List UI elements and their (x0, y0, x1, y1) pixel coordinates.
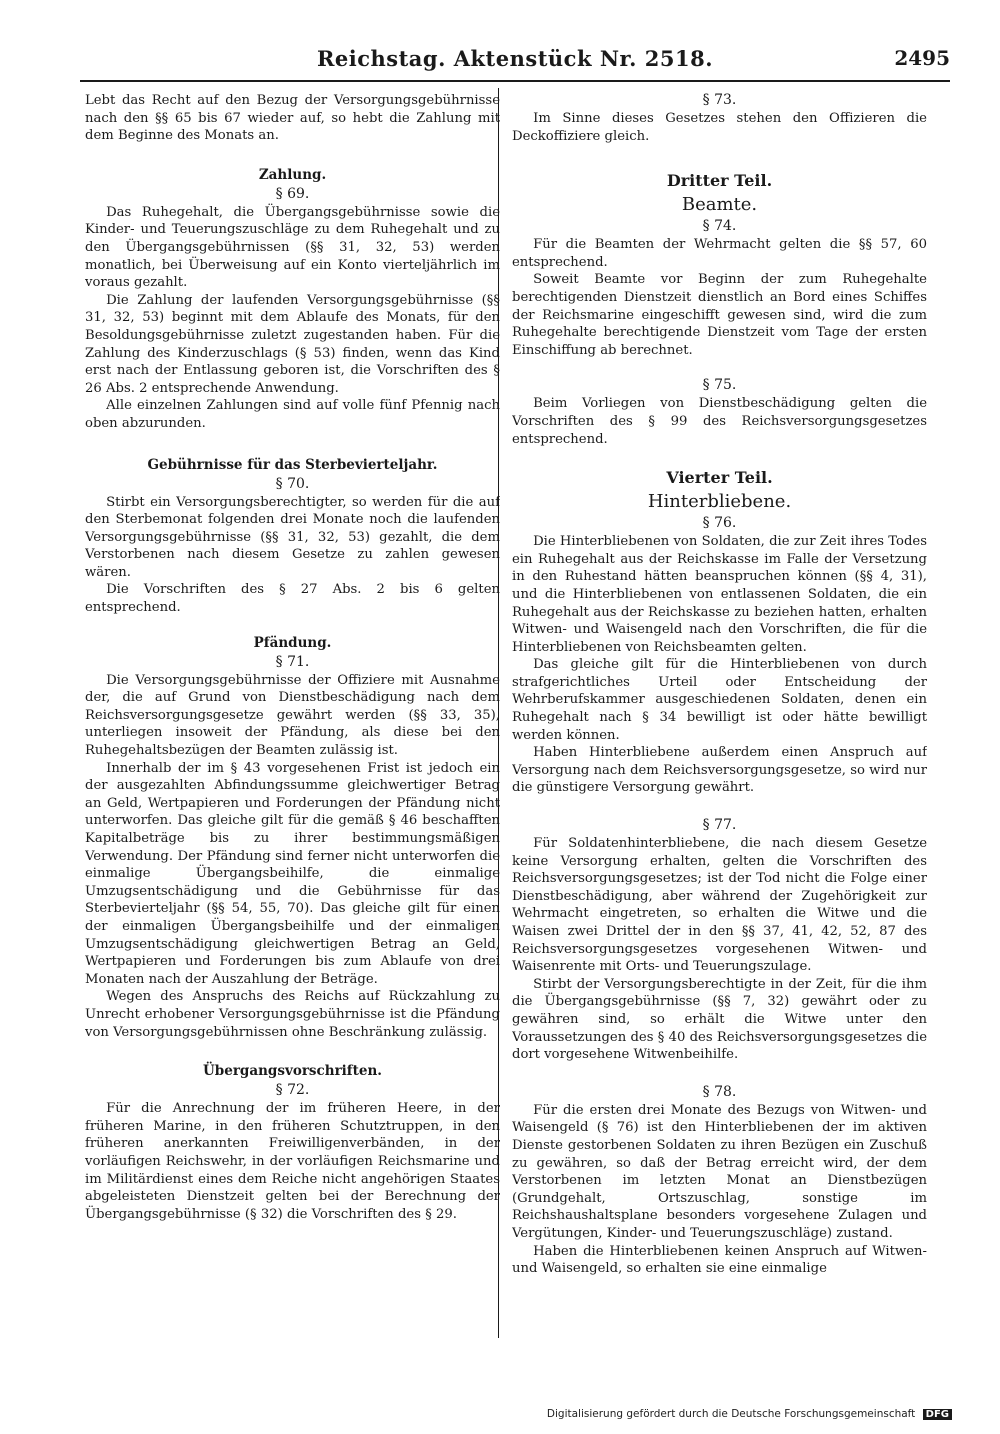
part-subheading-hinterbliebene: Hinterbliebene. (647, 491, 792, 513)
paragraph-75-1: Beim Vorliegen von Dienstbeschädigung gelten die Vorschriften des § 99 des Reichsversorgungsgesetzes entsprechend. (512, 396, 927, 447)
paragraph-number-70: § 70. (275, 475, 310, 492)
dfg-logo: DFG (923, 1409, 952, 1420)
section-heading-zahlung: Zahlung. (258, 166, 327, 183)
paragraph-number-73: § 73. (702, 92, 737, 108)
paragraph-69-3: Alle einzelnen Zahlungen sind auf volle fünf Pfennig nach oben abzurunden. (85, 398, 500, 431)
paragraph-number-72: § 72. (275, 1082, 310, 1099)
footer-text: Digitalisierung gefördert durch die Deutsche Forschungsgemeinschaft (546, 1408, 916, 1420)
paragraph-71-3: Wegen des Anspruchs des Reichs auf Rückzahlung zu Unrecht erhobener Versorgungsgebührnisse ist die Pfändung von Versorgungsgebührnissen ohne Beschränkung zulässig. (85, 989, 500, 1040)
paragraph-number-75: § 75. (702, 377, 737, 394)
part-subheading-beamte: Beamte. (681, 194, 758, 216)
intro-paragraph: Lebt das Recht auf den Bezug der Versorgungsgebührnisse nach den §§ 65 bis 67 wieder auf, so hebt die Zahlung mit dem Beginne des Monats an. (85, 93, 500, 144)
paragraph-76-1: Die Hinterbliebenen von Soldaten, die zur Zeit ihres Todes ein Ruhegehalt aus der Reichskasse im Falle der Versetzung in den Ruhestand hätten beanspruchen können (§§ 4, 31), und die Hinterbliebenen von entlassenen Soldaten, die ein Ruhegehalt aus der Reichskasse zu beziehen hatten, erhalten Witwen- und Waisengeld nach den Vorschriften, die für die Hinterbliebenen von Reichsbeamten gelten. (512, 534, 927, 655)
paragraph-number-77: § 77. (702, 817, 737, 834)
paragraph-69-2: Die Zahlung der laufenden Versorgungsgebührnisse (§§ 31, 32, 53) beginnt mit dem Ablaufe des Monats, für den Besoldungsgebührnisse zuletzt zugestanden haben. Für die Zahlung des Kinderzuschlags (§ 53) finden, wenn das Kind erst nach der Entlassung geboren ist, die Vorschriften des § 26 Abs. 2 entsprechende Anwendung. (85, 292, 500, 396)
paragraph-number-69: § 69. (275, 185, 310, 202)
paragraph-76-3: Haben Hinterbliebene außerdem einen Anspruch auf Versorgung nach dem Reichsversorgungsgesetze, so wird nur die günstigere Versorgung gewährt. (512, 745, 927, 796)
section-heading-sterbevierteljahr: Gebührnisse für das Sterbevierteljahr. (147, 456, 438, 473)
paragraph-73-1: Im Sinne dieses Gesetzes stehen den Offizieren die Deckoffiziere gleich. (512, 111, 927, 144)
paragraph-71-2: Innerhalb der im § 43 vorgesehenen Frist ist jedoch ein der ausgezahlten Abfindungssumme gleichwertiger Betrag an Geld, Wertpapieren und Forderungen der Pfändung nicht unterworfen. Das gleiche gilt für die gemäß § 46 beschafften Kapitalbeträge bis zu ihrer bestimmungsmäßigen Verwendung. Der Pfändung sind ferner nicht unterworfen die einmalige Übergangsbeihilfe, die einmalige Umzugsentschädigung und die Gebührnisse für das Sterbevierteljahr (§§ 54, 55, 70). Das gleiche gilt für einen der einmaligen Übergangsbeihilfe und der einmaligen Umzugsentschädigung gleichwertigen Betrag an Geld, Wertpapieren und Forderungen bis zum Ablaufe von drei Monaten nach der Auszahlung der Beträge. (85, 760, 500, 987)
digitization-footer (547, 1408, 952, 1420)
section-heading-uebergangsvorschriften: Übergangsvorschriften. (203, 1063, 382, 1080)
header-title: Reichstag. Aktenstück Nr. 2518. (316, 46, 714, 71)
page-header (80, 40, 950, 82)
paragraph-74-1: Für die Beamten der Wehrmacht gelten die §§ 57, 60 entsprechend. (512, 237, 927, 270)
paragraph-78-2: Haben die Hinterbliebenen keinen Anspruch auf Witwen- und Waisengeld, so erhalten sie eine einmalige (512, 1243, 927, 1277)
paragraph-number-71: § 71. (275, 653, 310, 670)
paragraph-70-1: Stirbt ein Versorgungsberechtigter, so werden für die auf den Sterbemonat folgenden drei Monate noch die laufenden Versorgungsgebührnisse (§§ 31, 32, 53) gezahlt, die dem Verstorbenen nach diesem Gesetze zu zahlen gewesen wären. (85, 494, 500, 580)
paragraph-72-1: Für die Anrechnung der im früheren Heere, in der früheren Marine, in den früheren Schutztruppen, in den früheren anerkannten Freiwilligenverbänden, in der vorläufigen Reichswehr, in der vorläufigen Reichsmarine und im Militärdienst eines dem Reiche nicht angehörigen Staates abgeleisteten Dienstzeit gelten bei der Berechnung der Übergangsgebührnisse (§ 32) die Vorschriften des § 29. (85, 1101, 500, 1222)
section-heading-pfaendung: Pfändung. (253, 634, 332, 651)
paragraph-69-1: Das Ruhegehalt, die Übergangsgebührnisse sowie die Kinder- und Teuerungszuschläge zu dem Ruhegehalt und zu den Übergangsgebührnissen (§§ 31, 32, 53) werden monatlich, bei Überweisung auf ein Konto vierteljährlich im voraus gezahlt. (85, 204, 500, 291)
part-heading-dritter-teil: Dritter Teil. (666, 171, 773, 191)
paragraph-71-1: Die Versorgungsgebührnisse der Offiziere mit Ausnahme der, die auf Grund von Dienstbeschädigung nach dem Reichsversorgungsgesetze gewährt werden (§§ 33, 35), unterliegen insoweit der Pfändung, als diese bei den Ruhegehaltsbezügen der Beamten zulässig ist. (85, 672, 500, 759)
paragraph-70-2: Die Vorschriften des § 27 Abs. 2 bis 6 gelten entsprechend. (85, 582, 500, 616)
paragraph-74-2: Soweit Beamte vor Beginn der zum Ruhegehalte berechtigenden Dienstzeit dienstlich an Bord eines Schiffes der Reichsmarine eingeschifft gewesen sind, wird die zum Ruhegehalte berechtigende Dienstzeit vom Tage der ersten Einschiffung ab berechnet. (512, 272, 927, 358)
paragraph-76-2: Das gleiche gilt für die Hinterbliebenen von durch strafgerichtliches Urteil oder Entscheidung der Wehrberufskammer ausgeschiedenen Soldaten, denen ein Ruhegehalt nach § 34 bewilligt ist oder hätte bewilligt werden können. (512, 657, 927, 743)
paragraph-78-1: Für die ersten drei Monate des Bezugs von Witwen- und Waisengeld (§ 76) ist den Hinterbliebenen der im aktiven Dienste gestorbenen Soldaten zu ihren Bezügen ein Zuschuß zu gewähren, so daß der Betrag erreicht wird, der dem Verstorbenen im letzten Monat an Dienstbezügen (Grundgehalt, Ortszuschlag, sonstige im Reichshaushaltsplane besonders vorgesehene Zulagen und Vergütungen, Kinder- und Teuerungszuschläge) zustand. (512, 1102, 927, 1241)
page-number: 2495 (894, 46, 950, 70)
paragraph-number-76: § 76. (702, 515, 737, 532)
paragraph-77-1: Für Soldatenhinterbliebene, die nach diesem Gesetze keine Versorgung erhalten, gelten die Vorschriften des Reichsversorgungsgesetzes; ist der Tod nicht die Folge einer Dienstbeschädigung, aber während der Zugehörigkeit zur Wehrmacht eingetreten, so erhalten die Witwe und die Waisen zwei Drittel der in den §§ 37, 41, 42, 52, 87 des Reichsversorgungsgesetzes vorgesehenen Witwen- und Waisenrente mit Orts- und Teuerungszulage. (512, 836, 927, 975)
paragraph-number-78: § 78. (702, 1083, 737, 1100)
paragraph-77-2: Stirbt der Versorgungsberechtigte in der Zeit, für die ihm die Übergangsgebührnisse (§§ 7, 32) gewährt oder zu gewähren sind, so erhält die Witwe unter den Voraussetzungen des § 40 des Reichsversorgungsgesetzes die dort vorgesehene Witwenbeihilfe. (512, 976, 927, 1063)
paragraph-number-74: § 74. (702, 218, 737, 235)
right-column (512, 92, 927, 1332)
left-column (85, 92, 500, 1332)
part-heading-vierter-teil: Vierter Teil. (666, 468, 773, 488)
